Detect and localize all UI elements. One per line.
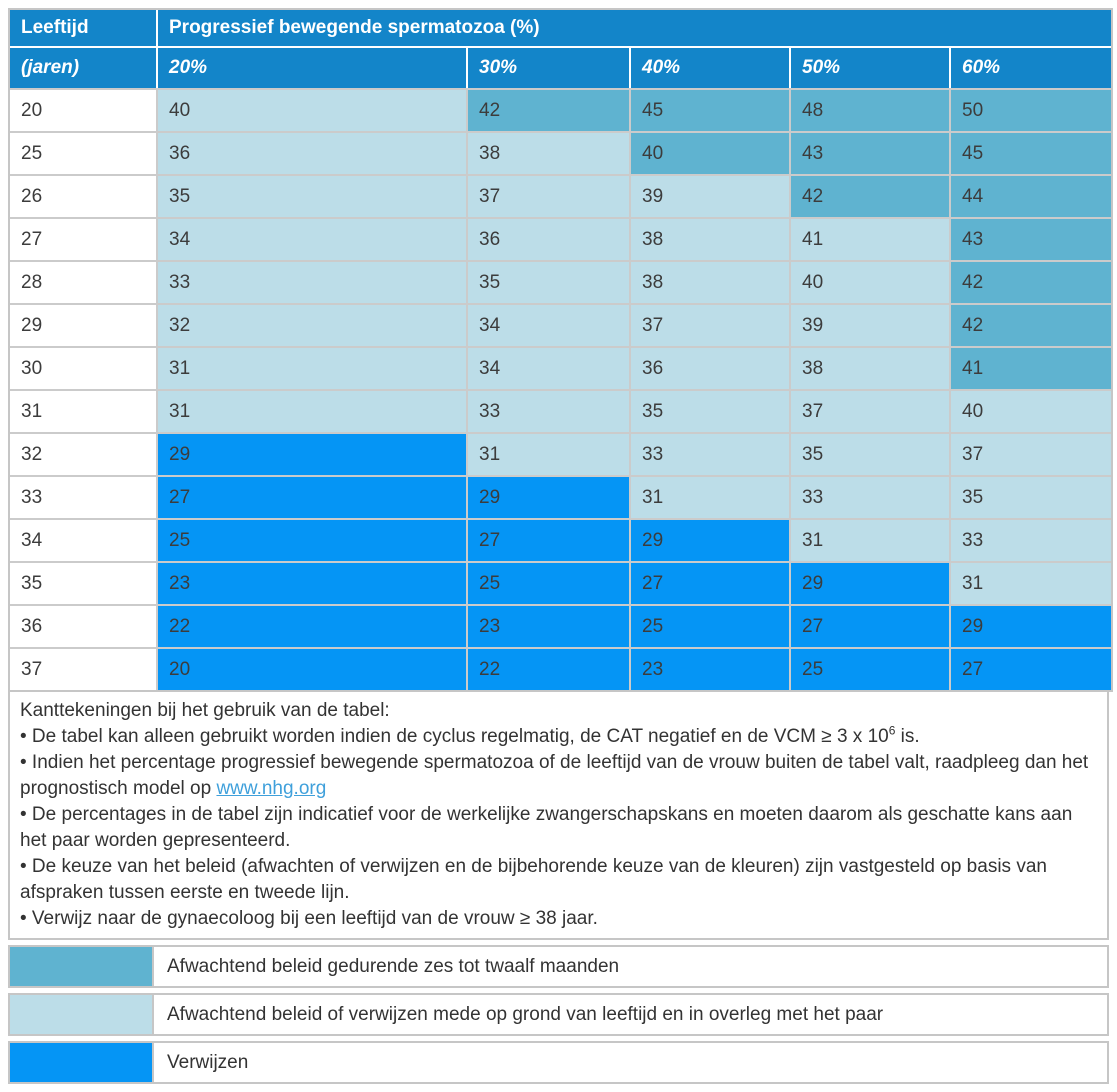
note-text: • De tabel kan alleen gebruikt worden indien de cyclus regelmatig, de CAT negatief en de VCM ≥ 3 x 10 (20, 726, 889, 747)
table-row (10, 475, 1111, 518)
value-cell: 42 (951, 303, 1111, 346)
nhg-link[interactable]: www.nhg.org (216, 778, 327, 799)
age-cell: 35 (10, 561, 158, 604)
value-cell: 25 (158, 518, 468, 561)
value-cell: 34 (468, 346, 631, 389)
value-cell: 25 (631, 604, 791, 647)
value-cell: 20 (158, 647, 468, 690)
value-cell: 34 (468, 303, 631, 346)
age-cell: 27 (10, 217, 158, 260)
note-bullet-gynaecoloog: • Verwijz naar de gynaecoloog bij een leeftijd van de vrouw ≥ 38 jaar. (20, 908, 598, 929)
value-cell: 41 (951, 346, 1111, 389)
age-cell: 32 (10, 432, 158, 475)
value-cell: 29 (158, 432, 468, 475)
value-cell: 38 (468, 131, 631, 174)
value-cell: 50 (951, 88, 1111, 131)
value-cell: 31 (791, 518, 951, 561)
column-header-20pct: 20% (158, 48, 468, 88)
table-row (10, 217, 1111, 260)
table-row (10, 561, 1111, 604)
table-row (10, 131, 1111, 174)
value-cell: 29 (631, 518, 791, 561)
table-row (10, 174, 1111, 217)
main-header: Progressief bewegende spermatozoa (%) (158, 10, 1111, 48)
table-row (10, 647, 1111, 690)
legend-label: Verwijzen (154, 1041, 1109, 1084)
value-cell: 39 (631, 174, 791, 217)
value-cell: 29 (468, 475, 631, 518)
age-cell: 26 (10, 174, 158, 217)
value-cell: 39 (791, 303, 951, 346)
age-cell: 20 (10, 88, 158, 131)
age-cell: 34 (10, 518, 158, 561)
note-bullet-buiten-tabel (20, 750, 1097, 802)
value-cell: 33 (468, 389, 631, 432)
column-header-40pct: 40% (631, 48, 791, 88)
value-cell: 35 (951, 475, 1111, 518)
age-cell: 29 (10, 303, 158, 346)
column-header-50pct: 50% (791, 48, 951, 88)
value-cell: 42 (468, 88, 631, 131)
value-cell: 31 (631, 475, 791, 518)
legend-row (8, 1041, 1109, 1084)
value-cell: 29 (791, 561, 951, 604)
table-row (10, 432, 1111, 475)
value-cell: 27 (158, 475, 468, 518)
column-header-60pct: 60% (951, 48, 1111, 88)
value-cell: 33 (951, 518, 1111, 561)
value-cell: 31 (158, 389, 468, 432)
value-cell: 36 (158, 131, 468, 174)
table-row (10, 604, 1111, 647)
legend-label: Afwachtend beleid of verwijzen mede op grond van leeftijd en in overleg met het paar (154, 993, 1109, 1036)
value-cell: 43 (951, 217, 1111, 260)
table-row (10, 518, 1111, 561)
legend-row (8, 993, 1109, 1036)
value-cell: 35 (791, 432, 951, 475)
value-cell: 22 (158, 604, 468, 647)
value-cell: 48 (791, 88, 951, 131)
jaren-subheader: (jaren) (10, 48, 158, 88)
value-cell: 27 (468, 518, 631, 561)
value-cell: 37 (468, 174, 631, 217)
value-cell: 35 (468, 260, 631, 303)
legend-label: Afwachtend beleid gedurende zes tot twaalf maanden (154, 945, 1109, 988)
value-cell: 22 (468, 647, 631, 690)
legend-row (8, 945, 1109, 988)
value-cell: 42 (791, 174, 951, 217)
table-row (10, 389, 1111, 432)
notes-title: Kanttekeningen bij het gebruik van de tabel: (20, 700, 390, 721)
value-cell: 45 (631, 88, 791, 131)
prognosis-table (8, 8, 1113, 692)
value-cell: 38 (631, 217, 791, 260)
value-cell: 40 (631, 131, 791, 174)
age-cell: 25 (10, 131, 158, 174)
value-cell: 23 (631, 647, 791, 690)
value-cell: 27 (951, 647, 1111, 690)
value-cell: 31 (158, 346, 468, 389)
value-cell: 31 (951, 561, 1111, 604)
value-cell: 38 (631, 260, 791, 303)
table-row (10, 260, 1111, 303)
table-row (10, 346, 1111, 389)
value-cell: 35 (631, 389, 791, 432)
note-bullet-beleid: • De keuze van het beleid (afwachten of verwijzen en de bijbehorende keuze van de kleuren) zijn vastgesteld op basis van afspraken tussen eerste en tweede lijn. (20, 856, 1047, 903)
value-cell: 45 (951, 131, 1111, 174)
legend (8, 945, 1109, 1084)
value-cell: 37 (631, 303, 791, 346)
value-cell: 33 (791, 475, 951, 518)
leeftijd-header: Leeftijd (10, 10, 158, 48)
value-cell: 27 (631, 561, 791, 604)
value-cell: 23 (468, 604, 631, 647)
age-cell: 28 (10, 260, 158, 303)
value-cell: 43 (791, 131, 951, 174)
value-cell: 35 (158, 174, 468, 217)
value-cell: 41 (791, 217, 951, 260)
table-row (10, 303, 1111, 346)
value-cell: 33 (158, 260, 468, 303)
value-cell: 42 (951, 260, 1111, 303)
value-cell: 31 (468, 432, 631, 475)
value-cell: 29 (951, 604, 1111, 647)
note-bullet-cyclus (20, 724, 1097, 750)
value-cell: 23 (158, 561, 468, 604)
age-cell: 36 (10, 604, 158, 647)
value-cell: 34 (158, 217, 468, 260)
header-row-main (10, 10, 1111, 48)
value-cell: 37 (951, 432, 1111, 475)
value-cell: 25 (791, 647, 951, 690)
legend-swatch-wait (8, 945, 154, 988)
value-cell: 32 (158, 303, 468, 346)
prognosis-page (8, 8, 1109, 1084)
age-cell: 30 (10, 346, 158, 389)
value-cell: 36 (631, 346, 791, 389)
note-bullet-percentages: • De percentages in de tabel zijn indicatief voor de werkelijke zwangerschapskans en moeten daarom als geschatte kans aan het paar worden gepresenteerd. (20, 804, 1073, 851)
value-cell: 40 (158, 88, 468, 131)
value-cell: 36 (468, 217, 631, 260)
value-cell: 44 (951, 174, 1111, 217)
header-row-columns (10, 48, 1111, 88)
value-cell: 25 (468, 561, 631, 604)
table-row (10, 88, 1111, 131)
column-header-30pct: 30% (468, 48, 631, 88)
legend-swatch-refer (8, 1041, 154, 1084)
notes-section (8, 692, 1109, 940)
superscript-6: 6 (888, 723, 896, 738)
note-text: • Indien het percentage progressief bewegende spermatozoa of de leeftijd van de vrouw buiten de tabel valt, raadpleeg dan het prognostisch model op (20, 752, 1089, 799)
legend-swatch-consult (8, 993, 154, 1036)
value-cell: 38 (791, 346, 951, 389)
age-cell: 33 (10, 475, 158, 518)
age-cell: 31 (10, 389, 158, 432)
value-cell: 33 (631, 432, 791, 475)
value-cell: 27 (791, 604, 951, 647)
value-cell: 40 (951, 389, 1111, 432)
age-cell: 37 (10, 647, 158, 690)
value-cell: 37 (791, 389, 951, 432)
note-text: is. (895, 726, 920, 747)
value-cell: 40 (791, 260, 951, 303)
